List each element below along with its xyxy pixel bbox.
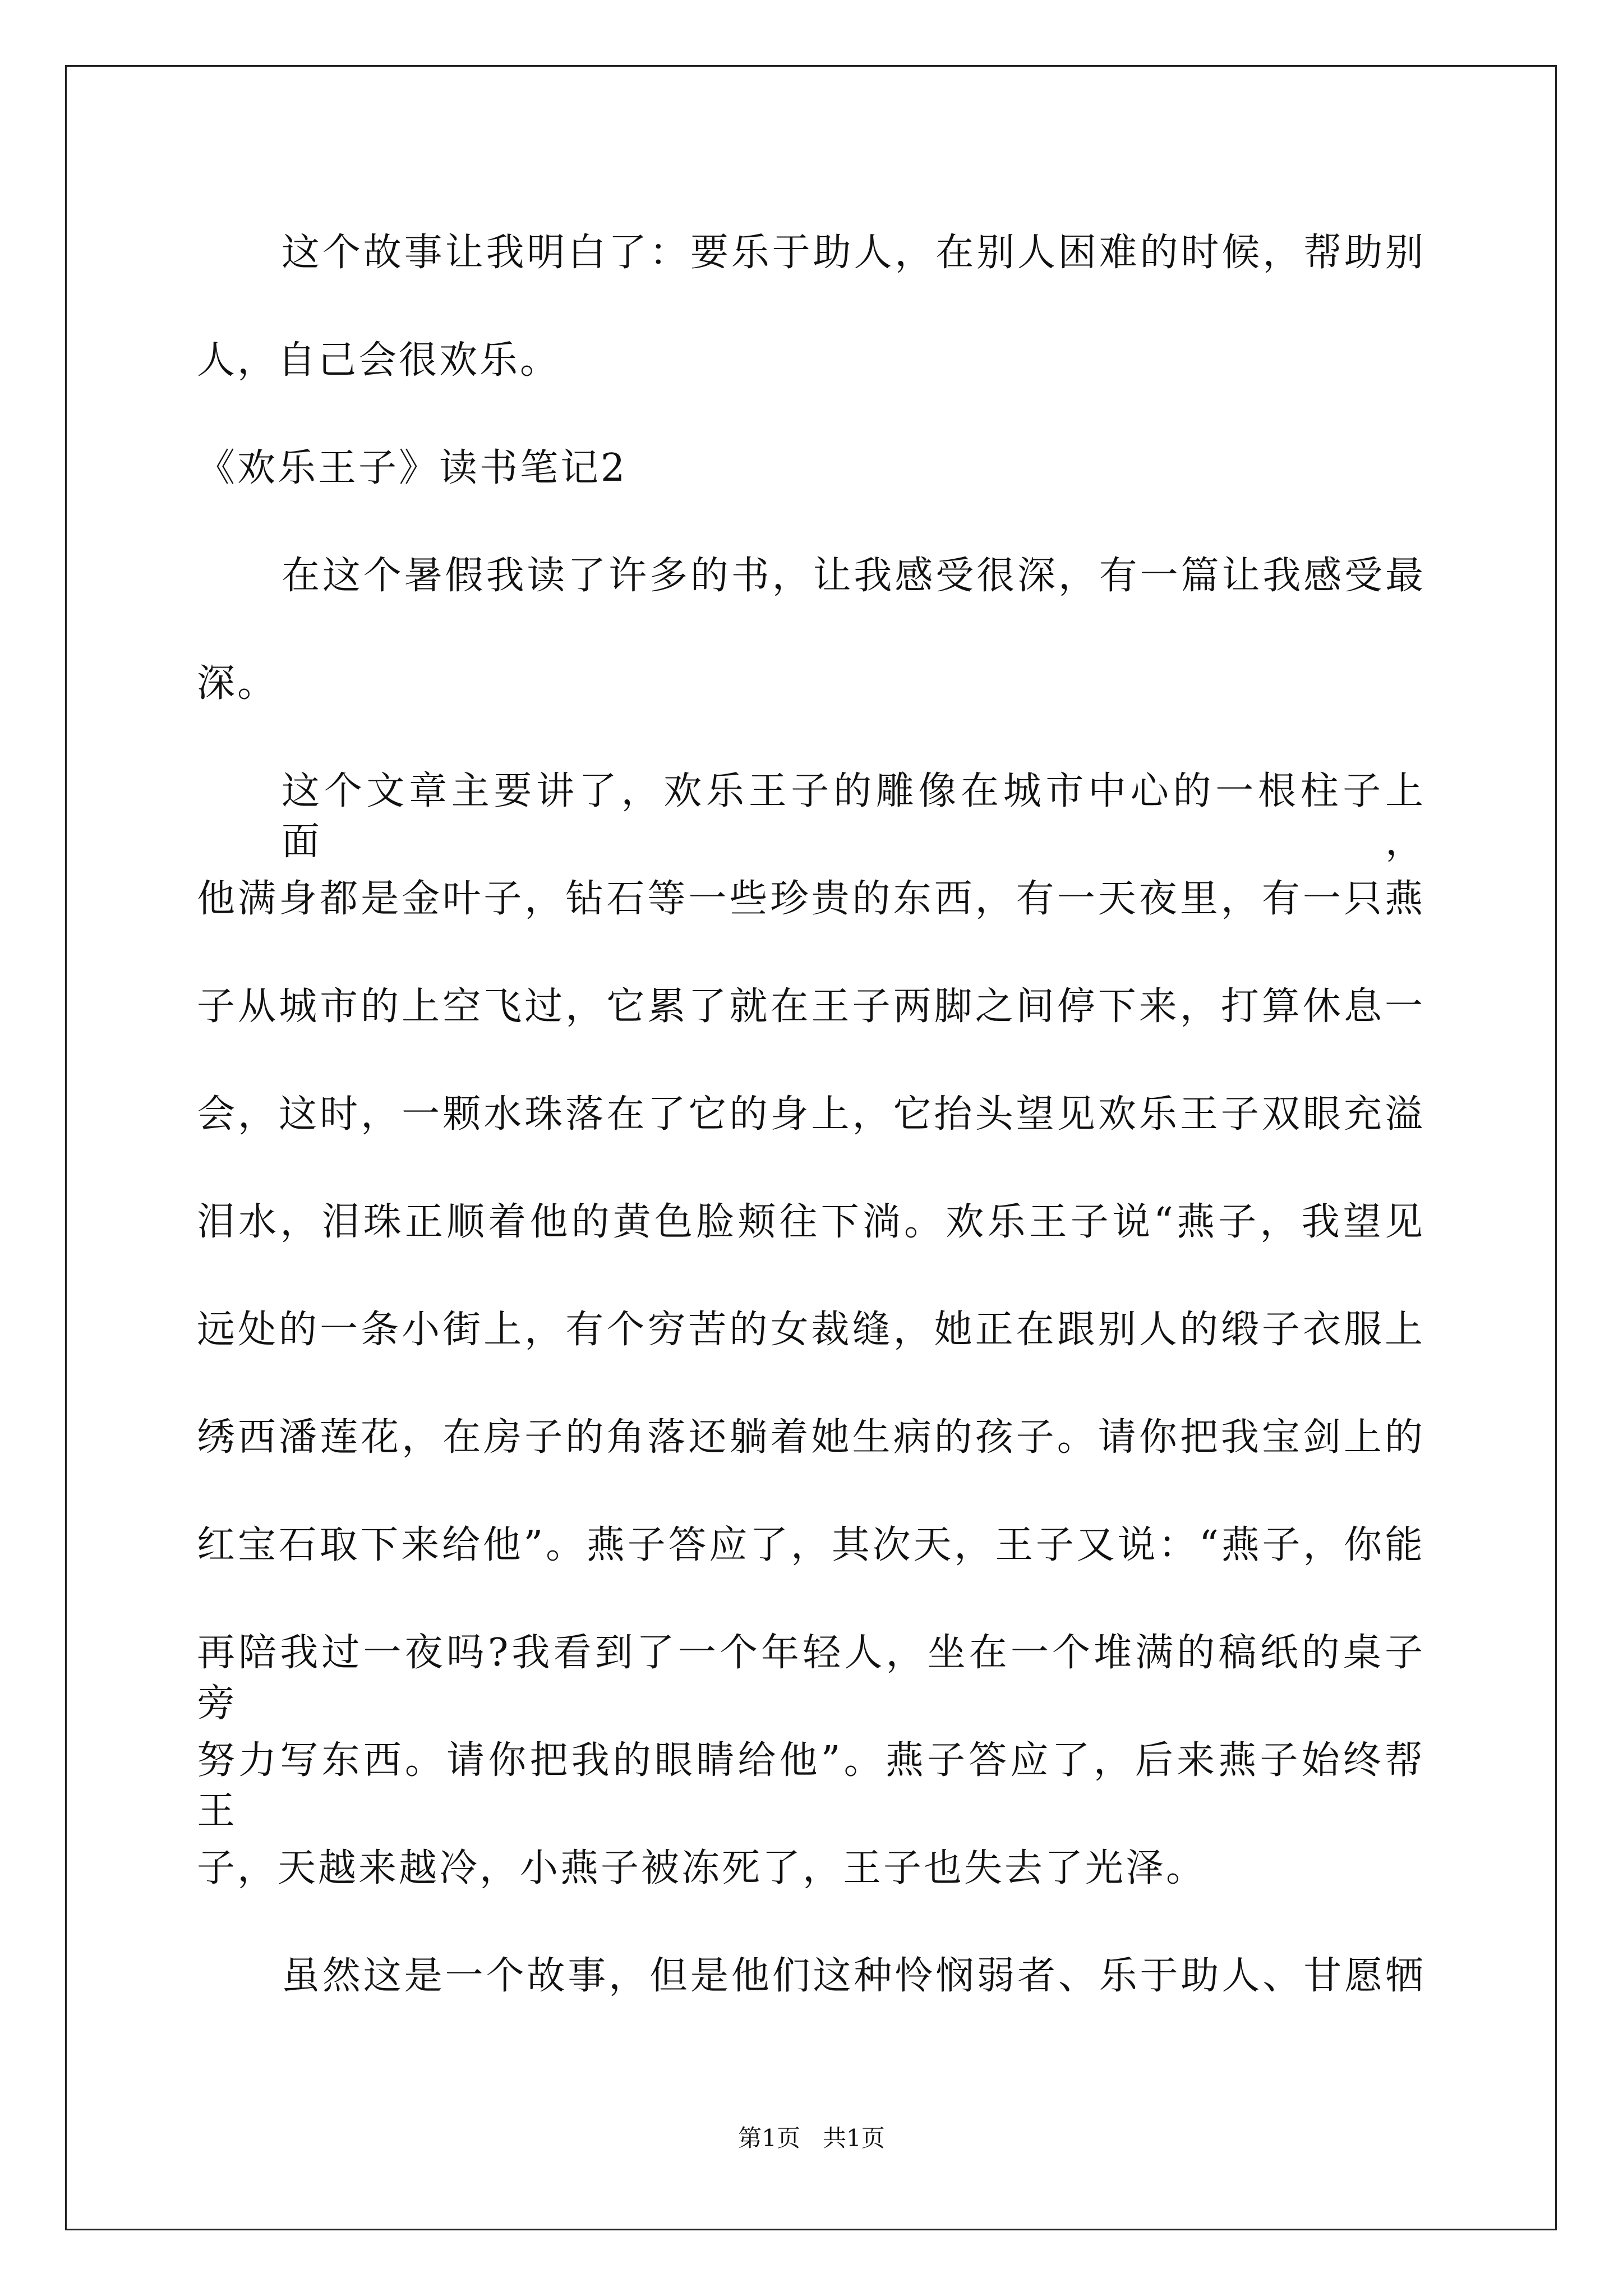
paragraph-line: 泪水，泪珠正顺着他的黄色脸颊往下淌。欢乐王子说“燕子，我望见 [197,1200,1425,1244]
page-border [65,65,1557,2230]
paragraph-line: 在这个暑假我读了许多的书，让我感受很深，有一篇让我感受最 [282,554,1426,598]
paragraph-line: 这个文章主要讲了，欢乐王子的雕像在城市中心的一根柱子上面， [282,769,1426,864]
paragraph-line: 虽然这是一个故事，但是他们这种怜悯弱者、乐于助人、甘愿牺 [282,1954,1426,1998]
paragraph-line: 绣西潘莲花，在房子的角落还躺着她生病的孩子。请你把我宝剑上的 [197,1415,1425,1460]
paragraph-line: 红宝石取下来给他”。燕子答应了，其次天，王子又说：“燕子，你能 [197,1523,1425,1567]
paragraph-line: 子，天越来越冷，小燕子被冻死了，王子也失去了光泽。 [197,1846,1207,1890]
paragraph-line: 他满身都是金叶子，钻石等一些珍贵的东西，有一天夜里，有一只燕 [197,877,1425,921]
paragraph-line: 子从城市的上空飞过，它累了就在王子两脚之间停下来，打算休息一 [197,984,1425,1029]
paragraph-line: 再陪我过一夜吗?我看到了一个年轻人，坐在一个堆满的稿纸的桌子旁 [197,1631,1425,1726]
paragraph-line: 深。 [197,661,278,706]
paragraph-line: 人，自己会很欢乐。 [197,338,561,383]
heading: 《欢乐王子》读书笔记2 [197,446,628,490]
paragraph-line: 这个故事让我明白了：要乐于助人，在别人困难的时候，帮助别 [282,231,1426,275]
paragraph-line: 远处的一条小街上，有个穷苦的女裁缝，她正在跟别人的缎子衣服上 [197,1308,1425,1352]
paragraph-line: 会，这时，一颗水珠落在了它的身上，它抬头望见欢乐王子双眼充溢 [197,1092,1425,1137]
paragraph-line: 努力写东西。请你把我的眼睛给他”。燕子答应了，后来燕子始终帮王 [197,1738,1425,1833]
page-number-footer: 第1页 共1页 [738,2124,885,2152]
